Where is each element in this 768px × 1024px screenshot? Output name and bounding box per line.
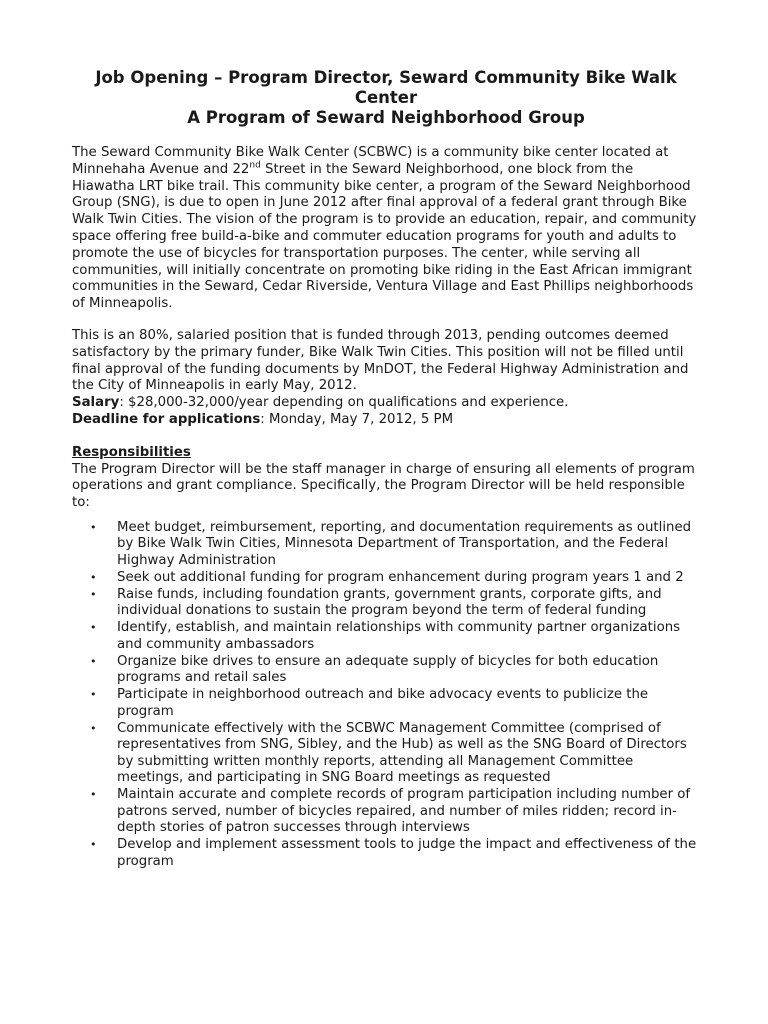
bullet-icon: • — [90, 520, 97, 534]
bullet-icon: • — [90, 838, 97, 852]
list-item — [72, 520, 700, 570]
salary-label: Salary — [72, 395, 120, 411]
list-item-text: Communicate effectively with the SCBWC Management Committee (comprised of representatives from SNG, Sibley, and the Hub) as well as the SNG Board of Directors by submitting written monthly reports, attending all Management Committee meetings, and participating in SNG Board meetings as requested — [117, 720, 687, 786]
deadline-value: : Monday, May 7, 2012, 5 PM — [260, 411, 454, 427]
salary-line — [72, 395, 700, 412]
list-item-text: Organize bike drives to ensure an adequate supply of bicycles for both education programs and retail sales — [117, 653, 659, 686]
deadline-label: Deadline for applications — [72, 411, 261, 427]
responsibilities-intro: The Program Director will be the staff manager in charge of ensuring all elements of program operations and grant compliance. Specifically, the Program Director will be held responsible to: — [72, 461, 695, 511]
list-item — [72, 721, 700, 787]
list-item — [72, 687, 700, 720]
responsibilities-list — [72, 520, 700, 871]
intro-text-part-1: The Seward Community Bike Walk Center (SCBWC) is a community bike center located at Minnehaha Avenue and 22 — [72, 145, 669, 177]
list-item — [72, 787, 700, 837]
intro-paragraph — [72, 145, 700, 313]
list-item-text: Raise funds, including foundation grants, government grants, corporate gifts, and individual donations to sustain the program beyond the term of federal funding — [117, 586, 662, 619]
intro-superscript: nd — [249, 160, 261, 171]
salary-value: : $28,000-32,000/year depending on qualifications and experience. — [119, 395, 569, 411]
bullet-icon: • — [90, 788, 97, 802]
bullet-icon: • — [90, 721, 97, 735]
deadline-line — [72, 412, 700, 429]
position-paragraph: This is an 80%, salaried position that is funded through 2013, pending outcomes deemed satisfactory by the primary funder, Bike Walk Twin Cities. This position will not be filled until final approval of the funding documents by MnDOT, the Federal Highway Administration and the City of Minneapolis in early May, 2012. — [72, 327, 689, 394]
list-item — [72, 837, 700, 870]
list-item — [72, 587, 700, 620]
list-item-text: Maintain accurate and complete records of program participation including number of patrons served, number of bicycles repaired, and number of miles ridden; record in-depth stories of patron successes through interviews — [117, 787, 691, 836]
list-item-text: Meet budget, reimbursement, reporting, and documentation requirements as outlined by Bike Walk Twin Cities, Minnesota Department of Transportation, and the Federal Highway Administration — [117, 519, 692, 568]
list-item — [72, 620, 700, 653]
responsibilities-heading: Responsibilities — [72, 444, 191, 460]
list-item-text: Seek out additional funding for program enhancement during program years 1 and 2 — [117, 569, 684, 585]
bullet-icon: • — [90, 688, 97, 702]
list-item-text: Participate in neighborhood outreach and bike advocacy events to publicize the program — [117, 687, 649, 719]
list-item — [72, 570, 700, 587]
bullet-icon: • — [90, 570, 97, 584]
list-item-text: Develop and implement assessment tools to judge the impact and effectiveness of the program — [117, 837, 697, 869]
bullet-icon: • — [90, 621, 97, 635]
intro-text-part-2: Street in the Seward Neighborhood, one block from the Hiawatha LRT bike trail. This community bike center, a program of the Seward Neighborhood Group (SNG), is due to open in June 2012 after final approval of a federal grant through Bike Walk Twin Cities. The vision of the program is to provide an education, repair, and community space offering free build-a-bike and commuter education programs for youth and adults to promote the use of bicycles for transportation purposes. The center, while serving all communities, will initially concentrate on promoting bike riding in the East African immigrant communities in the Seward, Cedar Riverside, Ventura Village and East Phillips neighborhoods of Minneapolis. — [72, 161, 697, 312]
document-title: Job Opening – Program Director, Seward Community Bike Walk Center — [95, 68, 677, 107]
list-item — [72, 654, 700, 687]
bullet-icon: • — [90, 587, 97, 601]
document-page — [72, 68, 700, 871]
list-item-text: Identify, establish, and maintain relationships with community partner organizations and community ambassadors — [117, 620, 681, 652]
document-subtitle: A Program of Seward Neighborhood Group — [187, 108, 585, 127]
bullet-icon: • — [90, 654, 97, 668]
